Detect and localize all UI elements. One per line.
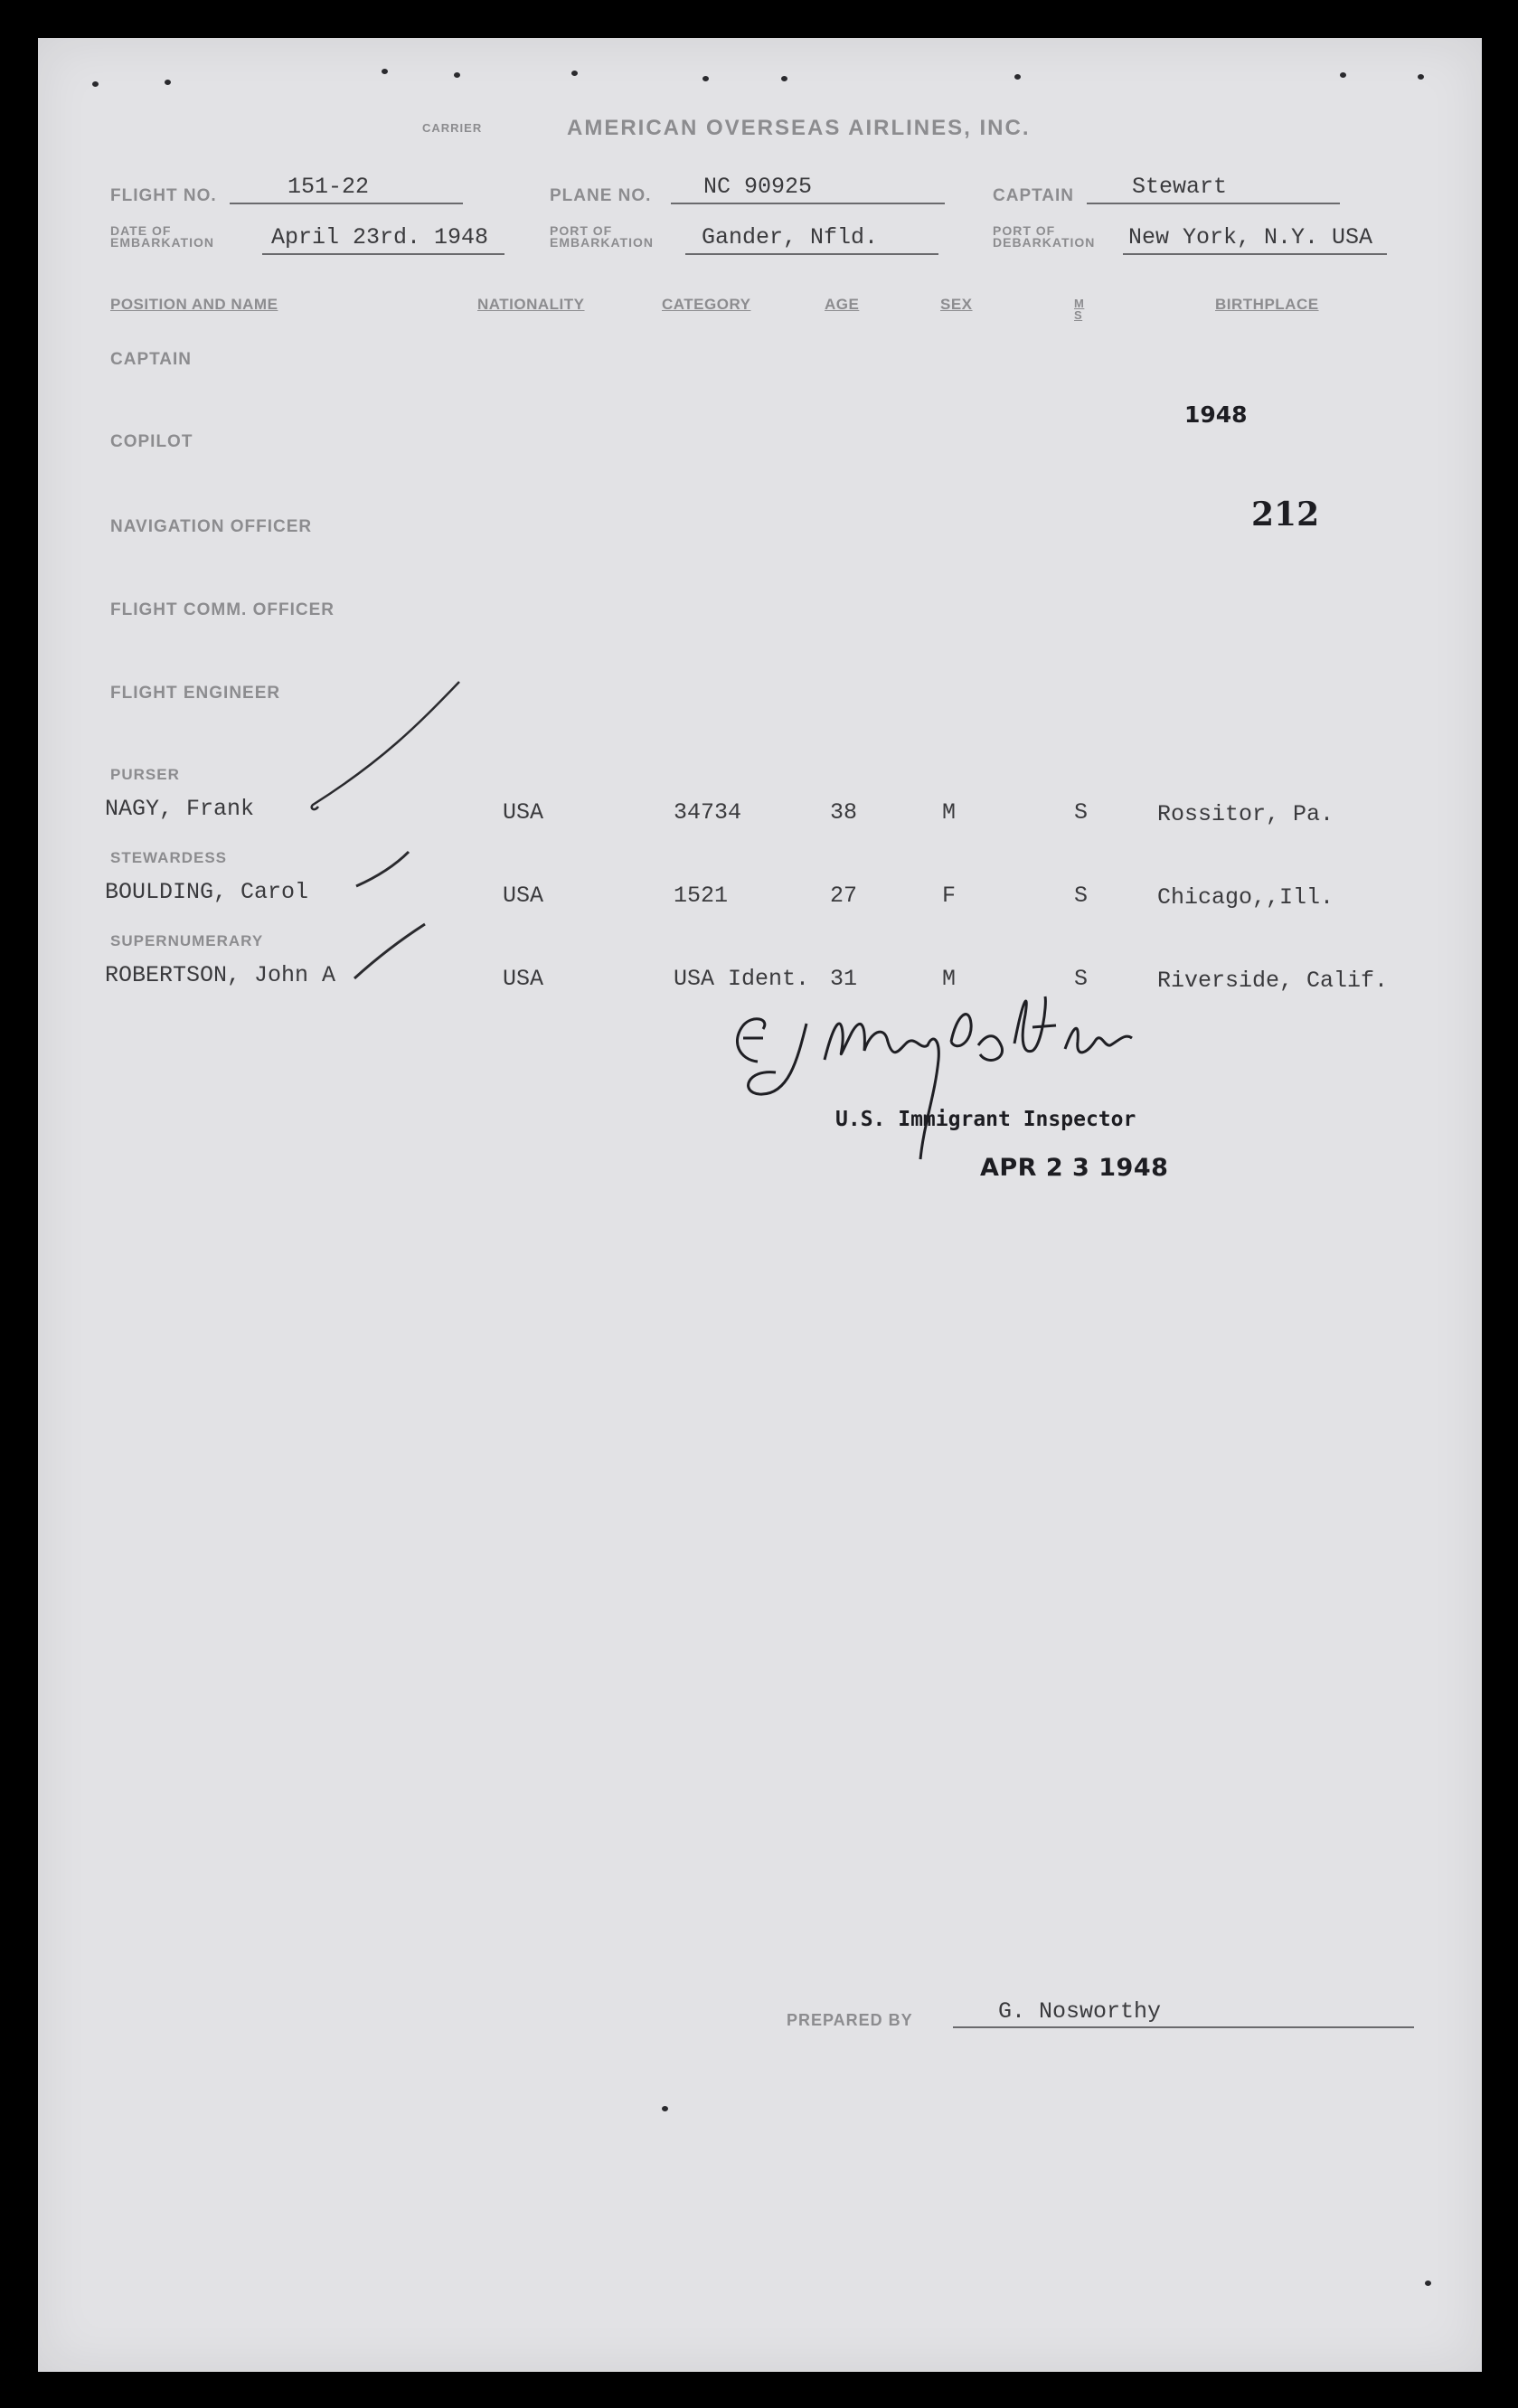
crew-age: 27 <box>830 883 858 909</box>
col-position: POSITION AND NAME <box>110 296 278 313</box>
crew-position: STEWARDESS <box>110 849 228 866</box>
crew-name: NAGY, Frank <box>105 796 255 822</box>
carrier-label: CARRIER <box>422 121 483 135</box>
crew-position: SUPERNUMERARY <box>110 932 264 949</box>
crew-category: 34734 <box>674 799 742 826</box>
date-value: April 23rd. 1948 <box>271 224 489 250</box>
crew-category: USA Ident. <box>674 966 810 992</box>
captain-value: Stewart <box>1132 174 1228 200</box>
col-marital-status: M S <box>1074 297 1085 322</box>
position-navigation-officer: NAVIGATION OFFICER <box>110 517 313 536</box>
crew-sex: F <box>942 883 957 909</box>
col-birthplace: BIRTHPLACE <box>1215 296 1319 313</box>
crew-category: 1521 <box>674 883 729 909</box>
col-category: CATEGORY <box>662 296 751 313</box>
port-debarkation-label: PORT OF DEBARKATION <box>993 223 1096 250</box>
crew-nationality: USA <box>503 883 544 909</box>
crew-birthplace: Riverside, Calif. <box>1157 968 1389 994</box>
crew-sex: M <box>942 799 957 826</box>
crew-sex: M <box>942 966 957 992</box>
col-nationality: NATIONALITY <box>477 296 585 313</box>
crew-marital-status: S <box>1074 966 1089 992</box>
manifest-sheet <box>38 38 1482 2372</box>
crew-marital-status: S <box>1074 799 1089 826</box>
crew-marital-status: S <box>1074 883 1089 909</box>
crew-nationality: USA <box>503 966 544 992</box>
prepared-by-value: G. Nosworthy <box>998 1998 1162 2025</box>
crew-age: 38 <box>830 799 858 826</box>
col-age: AGE <box>825 296 860 313</box>
port-debarkation-value: New York, N.Y. USA <box>1128 224 1373 250</box>
crew-birthplace: Chicago,,Ill. <box>1157 884 1334 911</box>
position-flight-engineer: FLIGHT ENGINEER <box>110 684 281 703</box>
port-embarkation-label: PORT OF EMBARKATION <box>550 223 654 250</box>
date-label: DATE OF EMBARKATION <box>110 223 214 250</box>
flight-no-value: 151-22 <box>288 174 370 200</box>
position-captain: CAPTAIN <box>110 350 193 369</box>
stamp-year: 1948 <box>1184 401 1248 428</box>
flight-no-label: FLIGHT NO. <box>110 186 217 205</box>
speck <box>1425 2281 1431 2286</box>
carrier-name: AMERICAN OVERSEAS AIRLINES, INC. <box>567 116 1031 140</box>
crew-name: ROBERTSON, John A <box>105 962 336 988</box>
inspector-title-stamp: U.S. Immigrant Inspector <box>835 1108 1136 1131</box>
col-sex: SEX <box>940 296 973 313</box>
plane-no-value: NC 90925 <box>703 174 813 200</box>
crew-name: BOULDING, Carol <box>105 879 309 905</box>
position-copilot: COPILOT <box>110 432 193 451</box>
position-flight-comm-officer: FLIGHT COMM. OFFICER <box>110 600 335 619</box>
inspector-signature <box>707 978 1304 1168</box>
page-number: 212 <box>1251 496 1320 534</box>
prepared-by-label: PREPARED BY <box>787 2011 913 2029</box>
captain-label: CAPTAIN <box>993 186 1075 205</box>
port-embarkation-value: Gander, Nfld. <box>702 224 879 250</box>
crew-nationality: USA <box>503 799 544 826</box>
crew-birthplace: Rossitor, Pa. <box>1157 801 1334 827</box>
crew-position: PURSER <box>110 766 180 783</box>
inspection-date-stamp: APR 2 3 1948 <box>980 1154 1169 1182</box>
speck <box>662 2106 668 2111</box>
crew-age: 31 <box>830 966 858 992</box>
plane-no-label: PLANE NO. <box>550 186 652 205</box>
prepared-by-line <box>953 2026 1414 2028</box>
